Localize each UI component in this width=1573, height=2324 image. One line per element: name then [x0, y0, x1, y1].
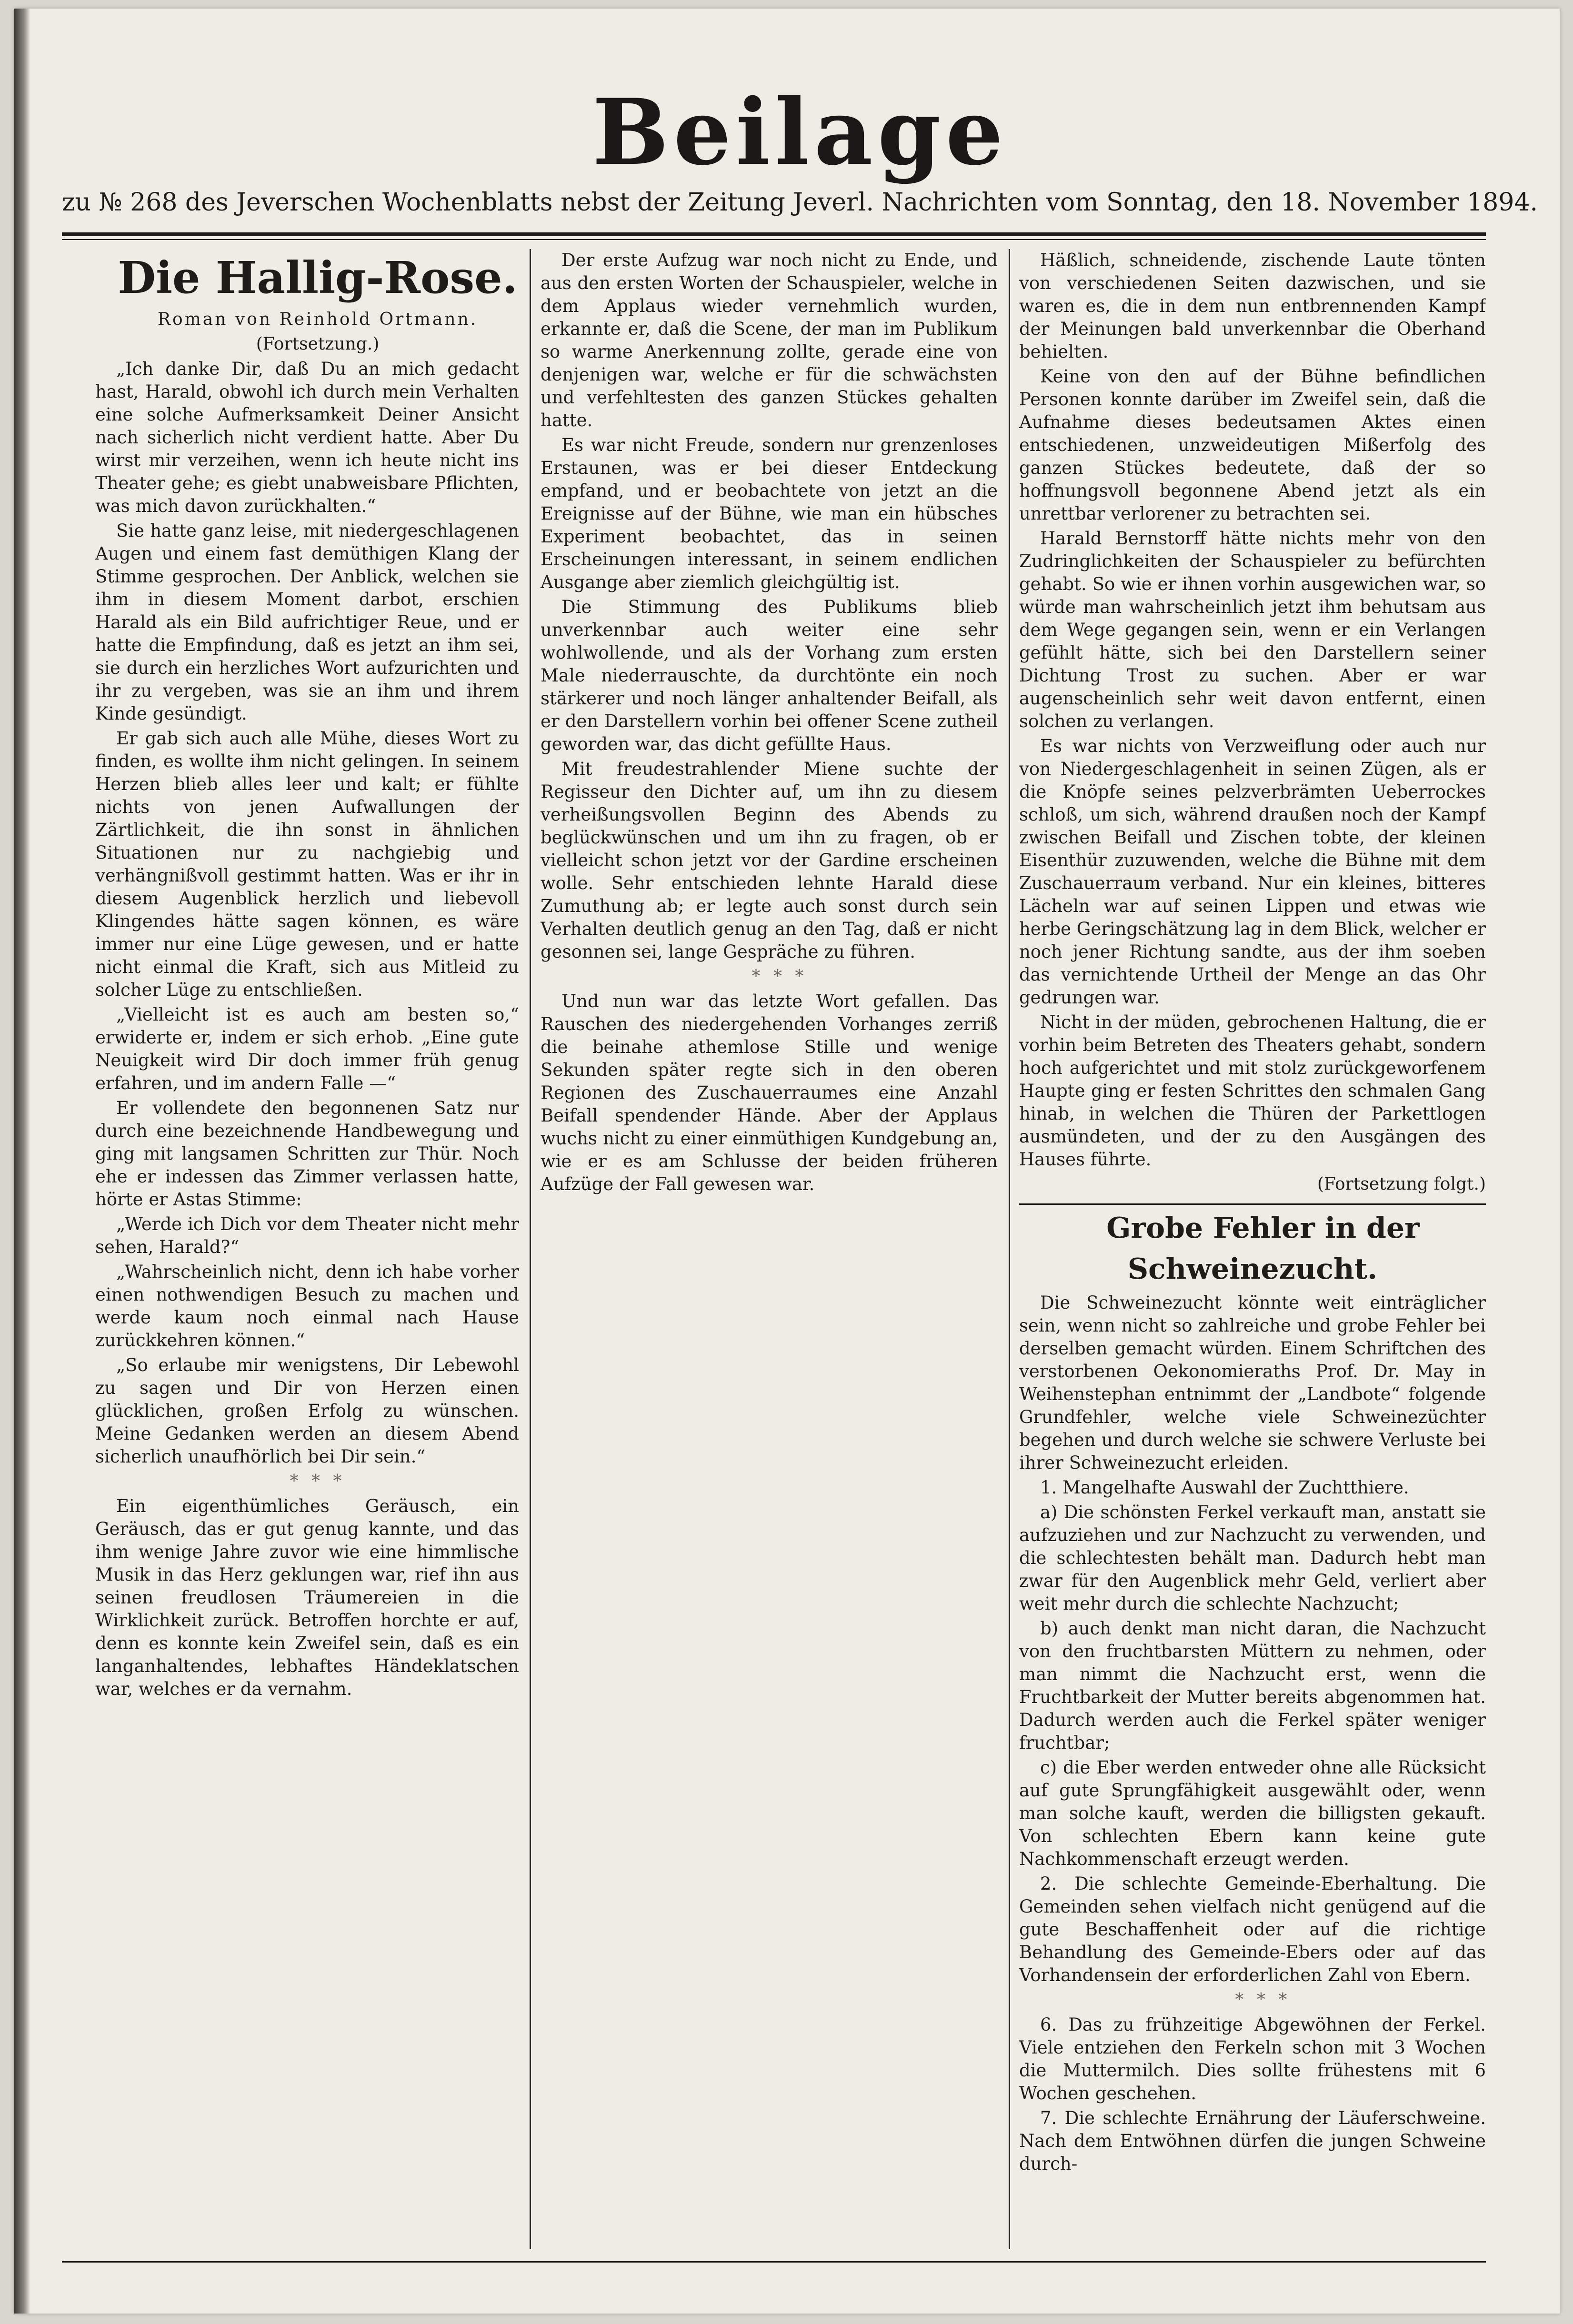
- paragraph: 6. Das zu frühzeitige Abgewöhnen der Ferkel. Viele entziehen den Ferkeln schon mit 3 Wochen die Muttermilch. Dies sollte frühestens mit 6 Wochen geschehen.: [1019, 2014, 1486, 2104]
- paragraph: Es war nicht Freude, sondern nur grenzenloses Erstaunen, was er bei dieser Entdeckung empfand, und er beobachtete von jetzt an die Ereignisse auf der Bühne, wie man ein hübsches Experiment beobachtet, das in seinen Erscheinungen interessant, in seinem endlichen Ausgange aber ziemlich gleichgültig ist.: [541, 435, 998, 592]
- paragraph: Er gab sich auch alle Mühe, dieses Wort zu finden, es wollte ihm nicht gelingen. In seinem Herzen blieb alles leer und kalt; er fühlte nichts von jenen Aufwallungen der Zärtlichkeit, die ihn sonst in ähnlichen Situationen nur zu nachgiebig und verhängnißvoll gestimmt hatten. Was er ihr in diesem Augenblick herzlich und liebevoll Klingendes hätte sagen können, es wäre immer nur eine Lüge gewesen, und er hatte nicht einmal die Kraft, sich aus Mitleid zu solcher Lüge zu entschließen.: [95, 728, 519, 1000]
- page-bottom-rule: [62, 2261, 1486, 2263]
- column-3: [1019, 249, 1486, 2266]
- article-text-bottom: [1019, 2013, 1486, 2175]
- continuation-note: (Fortsetzung.): [256, 334, 380, 354]
- paragraph: Es war nichts von Verzweiflung oder auch nur von Niedergeschlagenheit in seinen Zügen, als er die Knöpfe seines pelzverbrämten Ueberrockes schloß, um sich, während draußen noch der Kampf zwischen Beifall und Zischen tobte, der kleinen Eisenthür zuzuwenden, welche die Bühne mit dem Zuschauerraum verband. Nur ein kleines, bitteres Lächeln war auf seinen Lippen und etwas wie herbe Geringschätzung lag in dem Blick, welcher er noch jener Richtung sandte, aus der ihm soeben das vernichtende Urtheil der Menge an das Ohr gedrungen war.: [1019, 736, 1486, 1008]
- page-binding-edge: [14, 9, 30, 2314]
- paragraph: Sie hatte ganz leise, mit niedergeschlagenen Augen und einem fast demüthigen Klang der Stimme gesprochen. Der Anblick, welchen sie ihm in diesem Moment darbot, erschien Harald als ein Bild aufrichtiger Reue, und er hatte die Empfindung, daß es jetzt an ihm sei, sie durch ein herzliches Wort aufzurichten und ihr zu vergeben, was sie an ihm und ihrem Kinde gesündigt.: [95, 521, 519, 724]
- paragraph: „So erlaube mir wenigstens, Dir Lebewohl zu sagen und Dir von Herzen einen glücklichen, großen Erfolg zu wünschen. Meine Gedanken werden an diesem Abend sicherlich unaufhörlich bei Dir sein.“: [95, 1355, 519, 1467]
- paragraph: Der erste Aufzug war noch nicht zu Ende, und aus den ersten Worten der Schauspieler, welche in dem Applaus wieder vernehmlich wurden, erkannte er, daß die Scene, der man im Publikum so warme Anerkennung zollte, gerade eine von denjenigen war, welche er für die schwächsten und verfehltesten des ganzen Stückes gehalten hatte.: [541, 250, 998, 431]
- paragraph: Die Schweinezucht könnte weit einträglicher sein, wenn nicht so zahlreiche und grobe Fehler bei derselben gemacht würden. Einem Schriftchen des verstorbenen Oekonomieraths Prof. Dr. May in Weihenstephan entnimmt der „Landbote“ folgende Grundfehler, welche viele Schweinezüchter begehen und durch welche sie schwere Verluste bei ihrer Schweinezucht erleiden.: [1019, 1292, 1486, 1473]
- column-2: [541, 249, 998, 2266]
- text-gap-marker: * * *: [290, 1472, 346, 1491]
- column-1-bottom-text: [95, 1495, 519, 1701]
- paragraph: Mit freudestrahlender Miene suchte der Regisseur den Dichter auf, um ihn zu diesem verheißungsvollen Beginn des Abends zu beglückwünschen und um ihn zu fragen, ob er vielleicht schon jetzt vor der Gardine erscheinen wolle. Sehr entschieden lehnte Harald diese Zumuthung ab; er legte auch sonst durch sein Verhalten deutlich genug an den Tag, daß er nicht gesonnen sei, lange Gespräche zu führen.: [541, 759, 998, 962]
- paragraph: Häßlich, schneidende, zischende Laute tönten von verschiedenen Seiten dazwischen, und sie waren es, die in dem nun entbrennenden Kampf der Meinungen bald unverkennbar die Oberhand behielten.: [1019, 250, 1486, 362]
- column-divider: [530, 249, 531, 2249]
- section-divider: [1019, 1203, 1486, 1205]
- paragraph: Ein eigenthümliches Geräusch, ein Geräusch, das er gut genug kannte, und das ihm wenige Jahre zuvor wie eine himmlische Musik in das Herz geklungen war, rief ihn aus seinen freudlosen Träumereien in die Wirklichkeit zurück. Betroffen horchte er auf, denn es konnte kein Zweifel sein, daß es ein langanhaltendes, lebhaftes Händeklatschen war, welches er da vernahm.: [95, 1496, 519, 1699]
- article-text: [1019, 1292, 1486, 1987]
- column-divider: [1009, 249, 1010, 2249]
- text-gap-marker: * * *: [1235, 1990, 1291, 2010]
- story-title: Die Hallig-Rose.: [118, 252, 518, 303]
- paragraph: Die Stimmung des Publikums blieb unverkennbar auch weiter eine sehr wohlwollende, und als der Vorhang zum ersten Male niederrauschte, da durchtönte ein noch stärkerer und noch länger anhaltender Beifall, als er den Darstellern vorhin bei offener Scene zutheil geworden war, das dicht gefüllte Haus.: [541, 597, 998, 754]
- newspaper-page: [14, 9, 1560, 2314]
- paragraph: „Wahrscheinlich nicht, denn ich habe vorher einen nothwendigen Besuch zu machen und werde kaum noch einmal nach Hause zurückkehren können.“: [95, 1262, 519, 1351]
- story-byline: Roman von Reinhold Ortmann.: [157, 310, 478, 329]
- column-2-top-text: [541, 249, 998, 963]
- masthead-rule: [62, 232, 1486, 236]
- column-1: [95, 249, 519, 2266]
- paragraph: 7. Die schlechte Ernährung der Läuferschweine. Nach dem Entwöhnen dürfen die jungen Schweine durch-: [1019, 2108, 1486, 2174]
- masthead-title: Beilage: [592, 79, 1008, 185]
- paragraph: c) die Eber werden entweder ohne alle Rücksicht auf gute Sprungfähigkeit ausgewählt oder, wenn man solche kauft, werden die billigsten gekauft. Von schlechten Ebern kann keine gute Nachkommenschaft erzeugt werden.: [1019, 1757, 1486, 1869]
- paragraph: Nicht in der müden, gebrochenen Haltung, die er vorhin beim Betreten des Theaters gehabt, sondern hoch aufgerichtet und mit stolz zurückgeworfenem Haupte ging er festen Schrittes den schmalen Gang hinab, in welchen die Thüren der Parkettlogen ausmündeten, und der zu den Ausgängen des Hauses führte.: [1019, 1012, 1486, 1170]
- text-gap-marker: * * *: [751, 967, 808, 986]
- paragraph: b) auch denkt man nicht daran, die Nachzucht von den fruchtbarsten Müttern zu nehmen, oder man nimmt die Nachzucht erst, wenn die Fruchtbarkeit der Mutter bereits abgenommen hat. Dadurch werden auch die Ferkel später weniger fruchtbar;: [1019, 1618, 1486, 1753]
- paragraph: „Vielleicht ist es auch am besten so,“ erwiderte er, indem er sich erhob. „Eine gute Neuigkeit wird Dir doch immer früh genug erfahren, und im andern Falle —“: [95, 1004, 519, 1093]
- column-2-bottom-text: [541, 990, 998, 1196]
- paragraph: Er vollendete den begonnenen Satz nur durch eine bezeichnende Handbewegung und ging mit langsamen Schritten zur Thür. Noch ehe er indessen das Zimmer verlassen hatte, hörte er Astas Stimme:: [95, 1098, 519, 1210]
- paragraph: a) Die schönsten Ferkel verkauft man, anstatt sie aufzuziehen und zur Nachzucht zu verwenden, und die schlechtesten behält man. Dadurch hebt man zwar für den Augenblick mehr Geld, verliert aber weit mehr durch die schlechte Nachzucht;: [1019, 1502, 1486, 1614]
- section-title: Grobe Fehler in der Schweinezucht.: [1106, 1212, 1420, 1286]
- column-1-top-text: [95, 358, 519, 1468]
- paragraph: 2. Die schlechte Gemeinde-Eberhaltung. Die Gemeinden sehen vielfach nicht genügend auf die gute Beschaffenheit oder auf die richtige Behandlung des Gemeinde-Ebers oder auf das Vorhandensein der erforderlichen Zahl von Ebern.: [1019, 1873, 1486, 1985]
- paragraph: Keine von den auf der Bühne befindlichen Personen konnte darüber im Zweifel sein, daß die Aufnahme dieses bedeutsamen Aktes einen entschiedenen, unzweideutigen Mißerfolg des ganzen Stückes bedeutete, daß der so hoffnungsvoll begonnene Abend jetzt als ein unrettbar verlorener zu betrachten sei.: [1019, 366, 1486, 524]
- masthead-rule-thin: [62, 239, 1486, 240]
- masthead-dateline: zu № 268 des Jeverschen Wochenblatts nebst der Zeitung Jeverl. Nachrichten vom Sonntag, den 18. November 1894.: [62, 188, 1538, 217]
- paragraph: „Ich danke Dir, daß Du an mich gedacht hast, Harald, obwohl ich durch mein Verhalten eine solche Aufmerksamkeit Deiner Ansicht nach sicherlich nicht verdient hatte. Aber Du wirst mir verzeihen, wenn ich heute nicht ins Theater gehe; es giebt unabweisbare Pflichten, was mich davon zurückhalten.“: [95, 359, 519, 516]
- paragraph: „Werde ich Dich vor dem Theater nicht mehr sehen, Harald?“: [95, 1214, 519, 1257]
- paragraph: Und nun war das letzte Wort gefallen. Das Rauschen des niedergehenden Vorhanges zerriß die beinahe athemlose Stille und wenige Sekunden später regte sich in den oberen Regionen des Zuschauerraumes eine Anzahl Beifall spendender Hände. Aber der Applaus wuchs nicht zu einer einmüthigen Kundgebung an, wie er es am Schlusse der beiden früheren Aufzüge der Fall gewesen war.: [541, 991, 998, 1194]
- paragraph: 1. Mangelhafte Auswahl der Zuchtthiere.: [1040, 1477, 1409, 1498]
- column-3-story-end: [1019, 249, 1486, 1171]
- continuation-note: (Fortsetzung folgt.): [1317, 1174, 1486, 1194]
- paragraph: Harald Bernstorff hätte nichts mehr von den Zudringlichkeiten der Schauspieler zu befürchten gehabt. So wie er ihnen vorhin ausgewichen war, so würde man wahrscheinlich jetzt ihm behutsam aus dem Wege gegangen sein, wenn er ein Verlangen gefühlt hätte, sich bei den Darstellern seiner Dichtung Trost zu suchen. Aber er war augenscheinlich sehr weit davon entfernt, einen solchen zu verlangen.: [1019, 528, 1486, 731]
